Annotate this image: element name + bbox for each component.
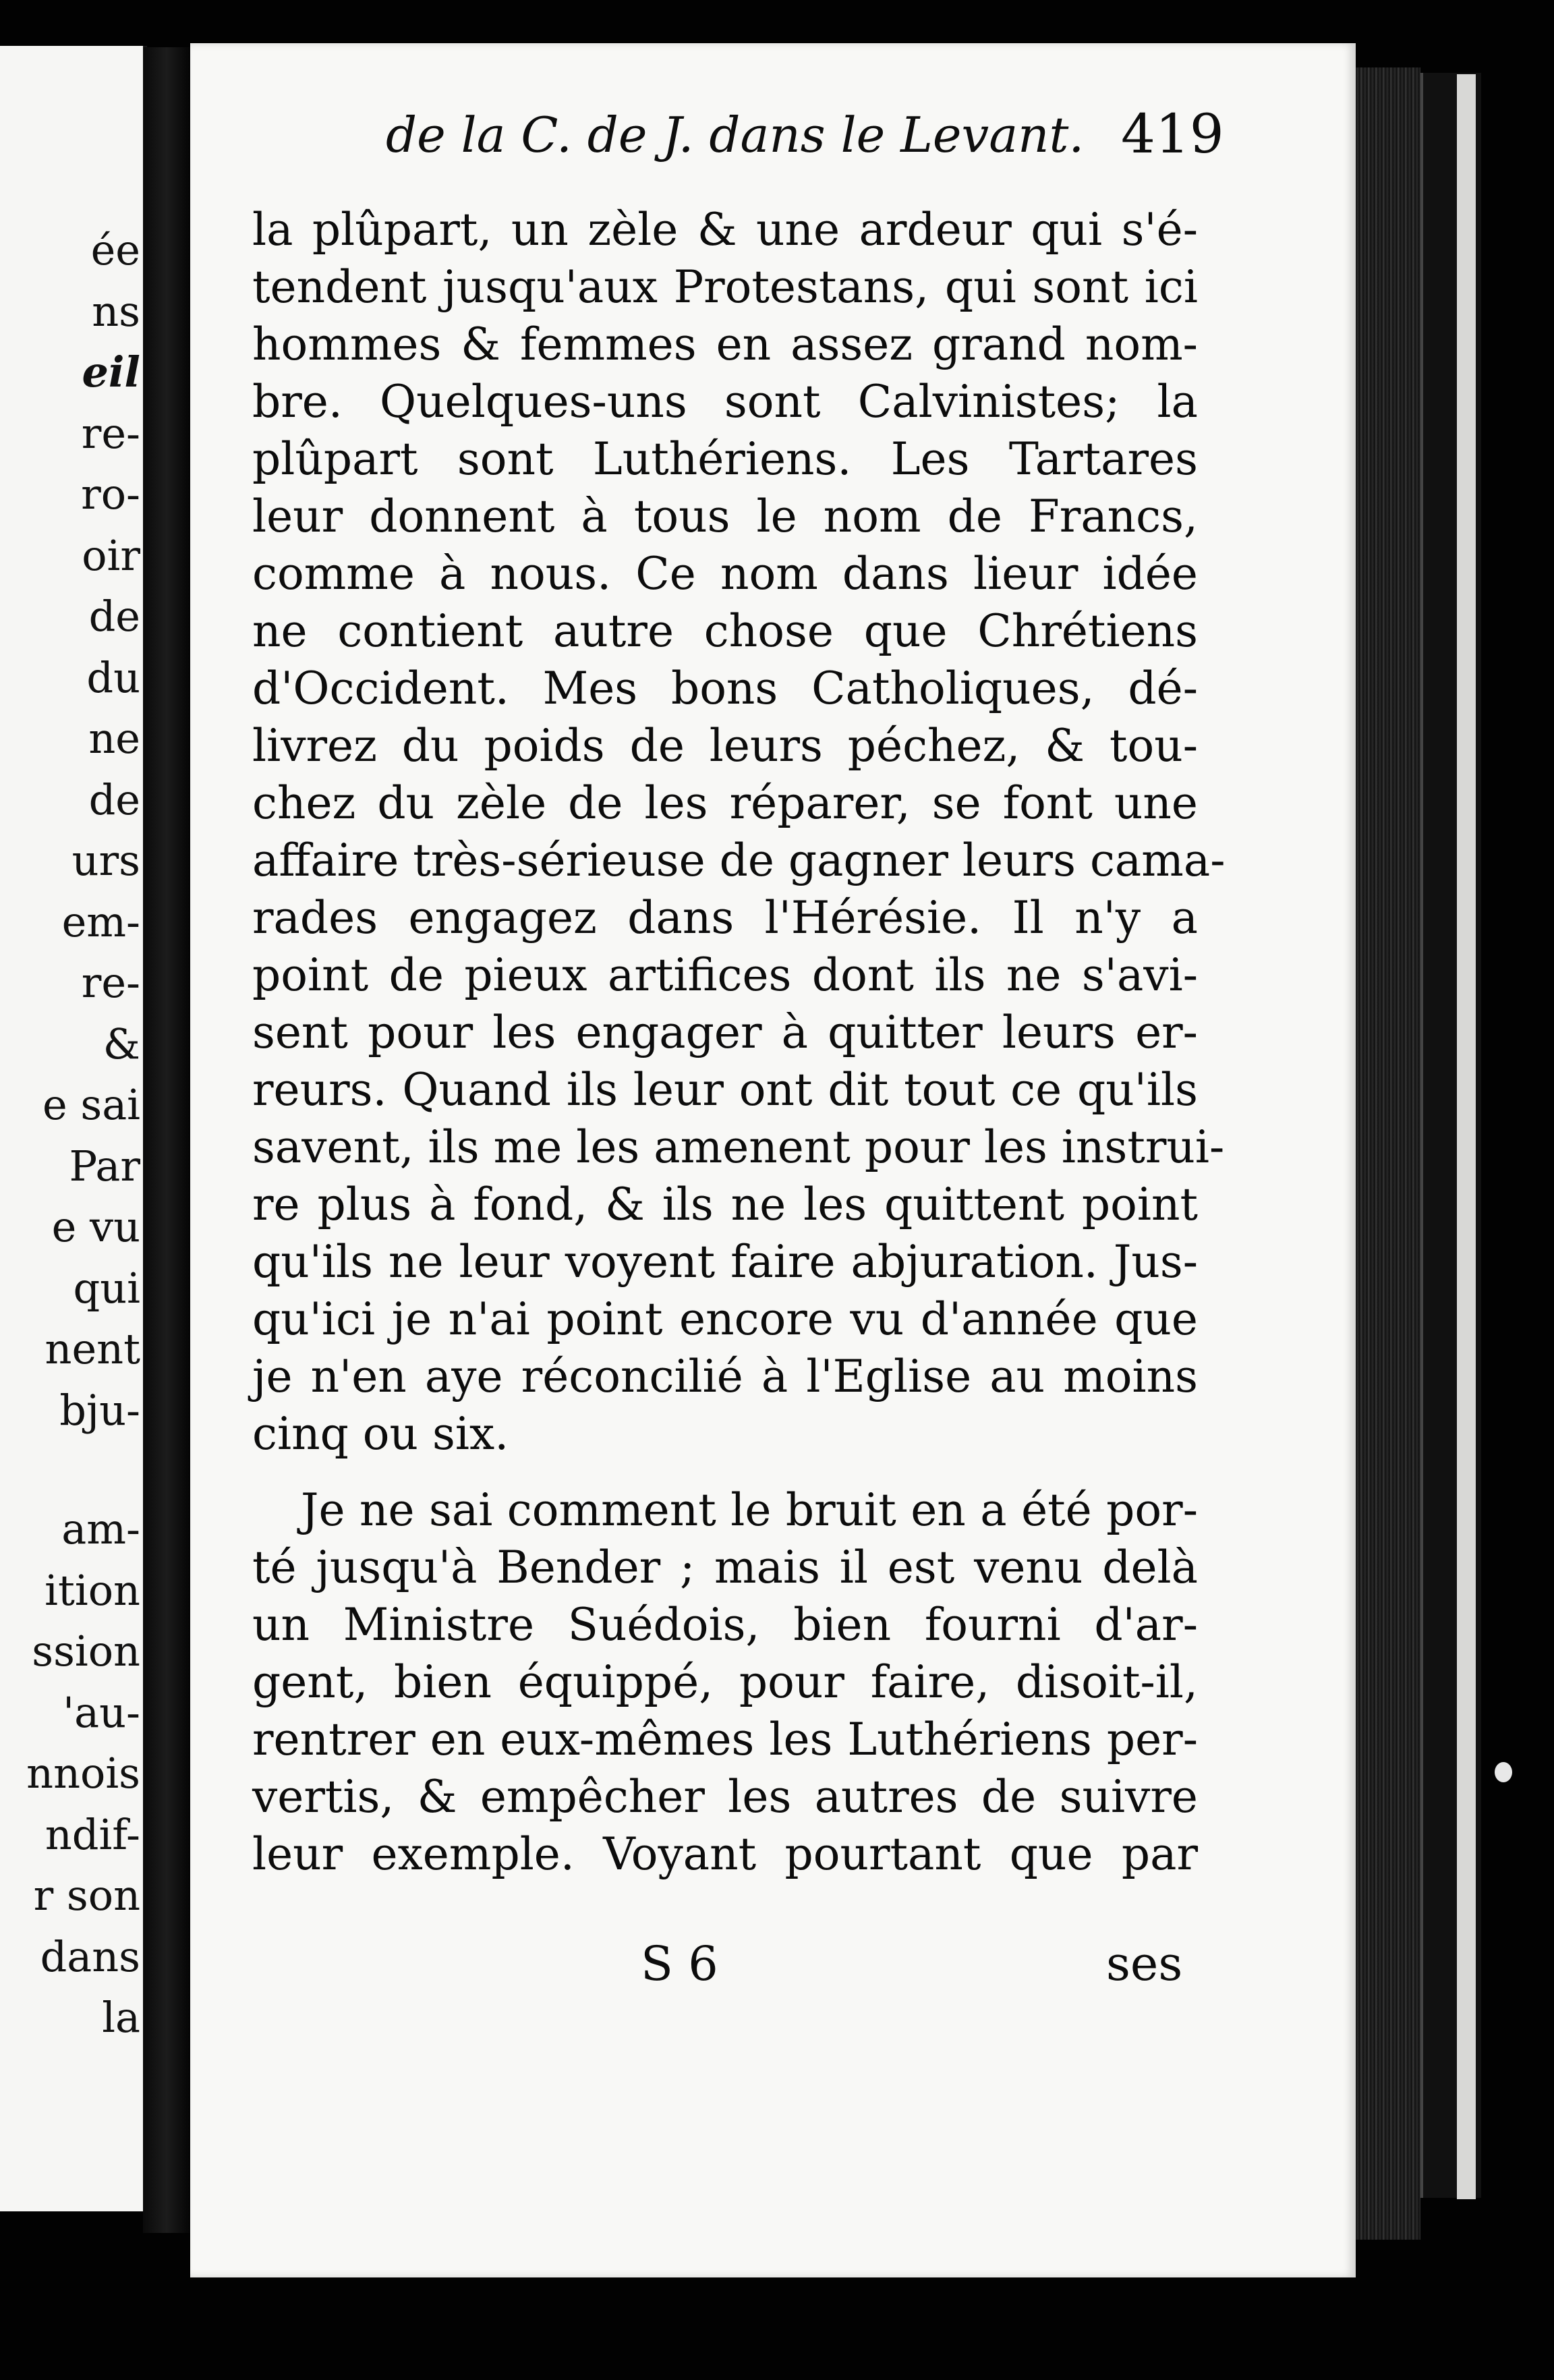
left-line-gap xyxy=(26,1441,140,1499)
text-line: d'Occident. Mes bons Catholiques, dé- xyxy=(252,662,1198,714)
left-line: 'au- xyxy=(63,1687,140,1737)
left-line: oir xyxy=(82,530,140,580)
left-line: bju- xyxy=(59,1385,140,1435)
catchword: ses xyxy=(1106,1936,1183,1991)
text-line: té jusqu'à Bender ; mais il est venu delà xyxy=(252,1541,1198,1593)
text-line: chez du zèle de les réparer, se font une xyxy=(252,777,1198,829)
text-line: rentrer en eux-mêmes les Luthériens per- xyxy=(252,1713,1198,1765)
text-line: ne contient autre chose que Chrétiens xyxy=(252,605,1198,657)
page-number: 419 xyxy=(1121,103,1224,165)
text-line: un Ministre Suédois, bien fourni d'ar- xyxy=(252,1599,1198,1651)
text-line: la plûpart, un zèle & une ardeur qui s'é- xyxy=(252,204,1198,256)
running-title: de la C. de J. dans le Levant. xyxy=(386,107,1085,163)
page-edge-strip xyxy=(1457,74,1476,2199)
paragraph-gap xyxy=(252,1463,1198,1481)
left-line: em- xyxy=(61,897,140,946)
left-line: eil xyxy=(82,347,140,397)
text-line: reurs. Quand ils leur ont dit tout ce qu'ils xyxy=(252,1064,1198,1116)
left-line: ition xyxy=(45,1565,140,1615)
scan-artifact xyxy=(1495,1762,1512,1782)
text-line: tendent jusqu'aux Protestans, qui sont ici xyxy=(252,261,1198,313)
left-page-text xyxy=(26,220,140,2049)
left-line: nnois xyxy=(26,1749,140,1798)
text-line: je n'en aye réconcilié à l'Eglise au moins xyxy=(252,1351,1198,1402)
left-line: ssion xyxy=(32,1626,140,1676)
left-line: re- xyxy=(81,408,140,458)
text-line: affaire très-sérieuse de gagner leurs cama- xyxy=(252,834,1226,886)
text-line: rades engagez dans l'Hérésie. Il n'y a xyxy=(252,892,1198,944)
text-line: qu'ici je n'ai point encore vu d'année que xyxy=(252,1293,1198,1345)
text-line: gent, bien équippé, pour faire, disoit-il, xyxy=(252,1656,1198,1708)
left-line: de xyxy=(88,774,140,824)
left-line: qui xyxy=(73,1263,140,1313)
text-line: qu'ils ne leur voyent faire abjuration. Jus- xyxy=(252,1236,1198,1288)
left-line: la xyxy=(102,1993,140,2042)
text-line: cinq ou six. xyxy=(252,1408,509,1460)
left-line: de xyxy=(88,592,140,641)
left-page xyxy=(0,46,147,2211)
left-line: r son xyxy=(33,1871,140,1920)
left-line: ée xyxy=(90,225,140,275)
left-line: e vu xyxy=(51,1202,140,1251)
text-line: Je ne sai comment le bruit en a été por- xyxy=(301,1484,1198,1536)
text-line: livrez du poids de leurs péchez, & tou- xyxy=(252,720,1198,772)
left-line: am- xyxy=(61,1504,140,1554)
left-line: ns xyxy=(92,286,140,336)
left-line: & xyxy=(103,1019,140,1069)
left-line: dans xyxy=(40,1931,140,1981)
text-line: leur donnent à tous le nom de Francs, xyxy=(252,490,1198,542)
left-line: urs xyxy=(71,836,140,885)
text-line: sent pour les engager à quitter leurs er- xyxy=(252,1007,1198,1058)
text-line: plûpart sont Luthériens. Les Tartares xyxy=(252,433,1198,485)
text-line: hommes & femmes en assez grand nom- xyxy=(252,318,1198,370)
text-line: leur exemple. Voyant pourtant que par xyxy=(252,1828,1198,1880)
page-edges xyxy=(1356,67,1420,2240)
text-line: bre. Quelques-uns sont Calvinistes; la xyxy=(252,376,1198,428)
left-line: re- xyxy=(81,958,140,1007)
text-line: point de pieux artifices dont ils ne s'avi- xyxy=(252,949,1198,1001)
left-line: e sai xyxy=(42,1080,140,1129)
left-line: ne xyxy=(88,714,140,763)
text-line: comme à nous. Ce nom dans lieur idée xyxy=(252,548,1198,600)
signature-mark: S 6 xyxy=(641,1936,718,1991)
left-line: du xyxy=(86,652,140,702)
page-body xyxy=(252,201,1226,1883)
left-line: Par xyxy=(69,1141,140,1191)
text-line: savent, ils me les amenent pour les instrui- xyxy=(252,1121,1225,1173)
book-gutter xyxy=(143,47,190,2233)
text-line: vertis, & empêcher les autres de suivre xyxy=(252,1771,1198,1823)
left-line: ndif- xyxy=(45,1809,140,1859)
left-line: nent xyxy=(45,1324,140,1373)
text-line: re plus à fond, & ils ne les quittent point xyxy=(252,1179,1198,1230)
left-line: ro- xyxy=(81,470,140,519)
